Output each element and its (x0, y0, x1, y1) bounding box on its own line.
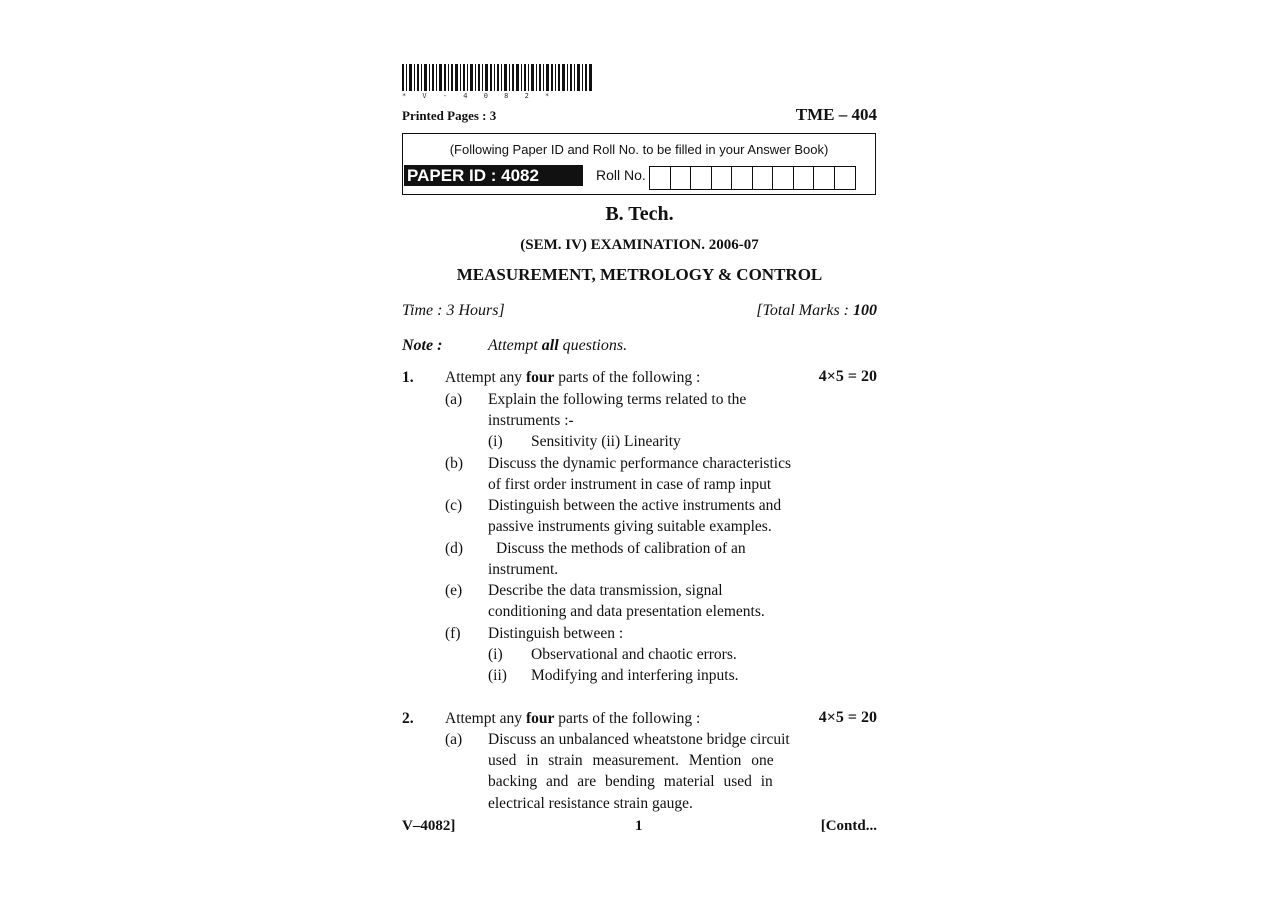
part-text: of first order instrument in case of ramp input (488, 476, 772, 493)
roll-box (712, 167, 733, 189)
roll-box (650, 167, 671, 189)
part-text: Describe the data transmission, signal (488, 582, 723, 599)
roll-box (773, 167, 794, 189)
paper-id-box (402, 133, 876, 195)
part-text: instrument. (488, 561, 559, 578)
paper-id-label: PAPER ID : 4082 (404, 165, 583, 186)
total-marks: [Total Marks : 100 (756, 302, 877, 319)
roll-box (753, 167, 774, 189)
printed-pages: Printed Pages : 3 (402, 108, 497, 123)
part-text: Discuss the dynamic performance characteristics (488, 455, 791, 472)
part-label: (f) (445, 625, 461, 642)
part-text: used in strain measurement. Mention one (488, 752, 774, 769)
roll-box (835, 167, 856, 189)
part-text: Discuss an unbalanced wheatstone bridge circuit (488, 731, 790, 748)
question-marks: 4×5 = 20 (818, 709, 877, 726)
note-text: Attempt all questions. (488, 337, 628, 354)
part-label: (c) (445, 497, 463, 514)
subpart-label: (ii) (488, 667, 507, 684)
roll-box (691, 167, 712, 189)
page-number: 1 (635, 818, 643, 834)
footer-code: V–4082] (402, 818, 456, 834)
question-instruction: Attempt any four parts of the following : (445, 369, 701, 386)
subpart-text: Observational and chaotic errors. (531, 646, 737, 663)
degree-title: B. Tech. (605, 203, 674, 225)
subpart-text: Modifying and interfering inputs. (531, 667, 739, 684)
roll-no-label: Roll No. (596, 167, 646, 183)
part-text: Discuss the methods of calibration of an (496, 540, 746, 557)
subpart-label: (i) (488, 646, 503, 663)
roll-box (794, 167, 815, 189)
part-text: passive instruments giving suitable examples. (488, 518, 772, 535)
part-label: (a) (445, 731, 463, 748)
part-label: (a) (445, 391, 463, 408)
barcode-text: * V - 4 0 8 2 * (402, 92, 556, 100)
subpart-label: (i) (488, 433, 503, 450)
part-label: (b) (445, 455, 464, 472)
subpart-text: Sensitivity (ii) Linearity (531, 433, 681, 450)
part-text: conditioning and data presentation elements. (488, 603, 765, 620)
part-text: Distinguish between the active instruments and (488, 497, 782, 514)
roll-box (732, 167, 753, 189)
part-text: electrical resistance strain gauge. (488, 795, 693, 812)
note-label: Note : (402, 337, 443, 354)
question-instruction: Attempt any four parts of the following : (445, 710, 701, 727)
subject-title: MEASUREMENT, METROLOGY & CONTROL (456, 265, 823, 284)
part-text: backing and are bending material used in (488, 773, 773, 790)
part-text: Explain the following terms related to the (488, 391, 747, 408)
continued-label: [Contd... (820, 818, 877, 834)
part-text: instruments :- (488, 412, 574, 429)
roll-no-boxes (649, 166, 856, 190)
id-instruction: (Following Paper ID and Roll No. to be filled in your Answer Book) (449, 142, 829, 157)
paper-code: TME – 404 (795, 105, 877, 124)
part-text: Distinguish between : (488, 625, 624, 642)
roll-box (671, 167, 692, 189)
question-number: 1. (402, 369, 414, 386)
exam-paper-page (402, 62, 877, 842)
exam-title: (SEM. IV) EXAMINATION. 2006-07 (520, 237, 759, 253)
question-number: 2. (402, 710, 414, 727)
question-marks: 4×5 = 20 (818, 368, 877, 385)
roll-box (814, 167, 835, 189)
part-label: (d) (445, 540, 464, 557)
barcode (402, 64, 592, 91)
part-label: (e) (445, 582, 463, 599)
time-allowed: Time : 3 Hours] (402, 302, 505, 319)
